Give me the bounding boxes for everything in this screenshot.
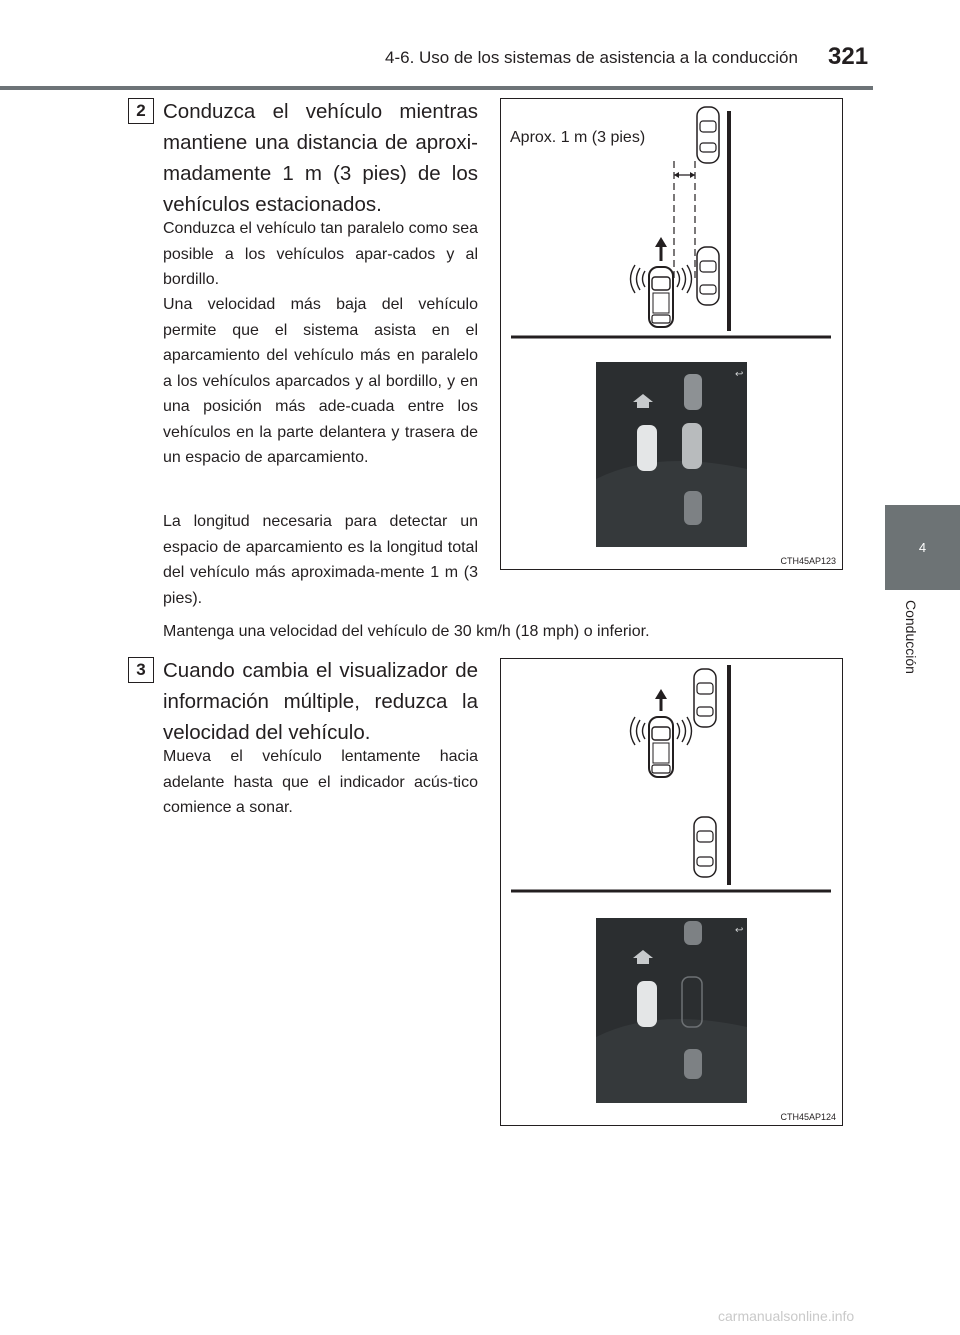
own-vehicle-icon: [649, 267, 673, 327]
figure-code: CTH45AP123: [780, 556, 836, 566]
chapter-label: Conducción: [903, 600, 919, 674]
header-rule: [0, 86, 873, 90]
chapter-tab[interactable]: [885, 505, 960, 590]
figure-code: CTH45AP124: [780, 1112, 836, 1122]
own-vehicle-icon: [649, 717, 673, 777]
speed-note: Mantenga una velocidad del vehículo de 30 km/h (18 mph) o inferior.: [163, 623, 650, 640]
parked-car-icon: [694, 817, 716, 877]
step-number-badge: 2: [128, 98, 154, 124]
svg-text:↩: ↩: [735, 369, 744, 380]
svg-text:↩: ↩: [735, 925, 744, 936]
distance-label: Aprox. 1 m (3 pies): [510, 129, 646, 146]
parked-car-icon: [697, 247, 719, 305]
chapter-number: 4: [918, 540, 927, 555]
multi-info-display: [596, 362, 747, 547]
step-paragraph: La longitud necesaria para detectar un espacio de aparcamiento es la longitud total del vehículo más aproximada-mente 1 m (3 pies).: [163, 513, 478, 607]
section-title: 4-6. Uso de los sistemas de asistencia a la conducción: [385, 48, 798, 67]
page-number: 321: [828, 43, 869, 70]
multi-info-display: [596, 918, 747, 1103]
parked-car-icon: [697, 107, 719, 163]
step-number-badge: 3: [128, 657, 154, 683]
parking-illustration: [500, 658, 843, 1126]
step-heading: Conduzca el vehículo mientras mantiene una distancia de aproxi-madamente 1 m (3 pies) de los vehículos estacionados.: [163, 100, 478, 216]
step-heading: Cuando cambia el visualizador de información múltiple, reduzca la velocidad del vehículo.: [163, 659, 478, 744]
parking-illustration: [500, 98, 843, 570]
watermark: carmanualsonline.info: [718, 1308, 855, 1324]
step-paragraph: Mueva el vehículo lentamente hacia adelante hasta que el indicador acús-tico comience a sonar.: [163, 748, 478, 816]
parked-car-icon: [694, 669, 716, 727]
step-paragraph: Una velocidad más baja del vehículo permite que el sistema asista en el aparcamiento del vehículo más en paralelo a los vehículos aparcados y al bordillo, y en una posición más ade-cuada entre los vehículos en la parte delantera y trasera de un espacio de aparcamiento.: [163, 296, 478, 466]
step-paragraph: Conduzca el vehículo tan paralelo como sea posible a los vehículos apar-cados y al bordillo.: [163, 220, 478, 288]
